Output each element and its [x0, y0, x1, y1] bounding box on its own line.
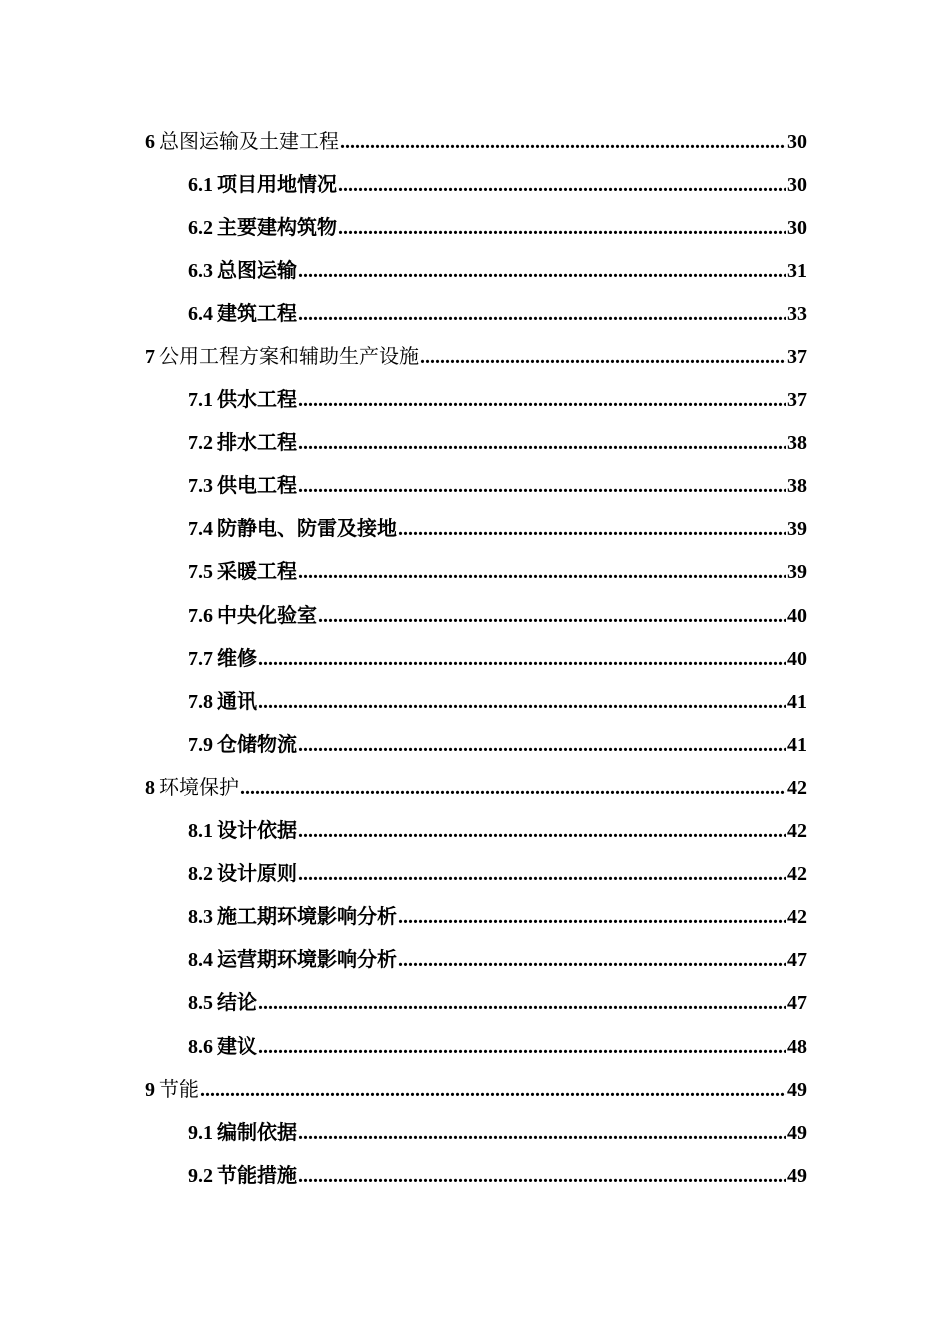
toc-entry-section[interactable]: [188, 637, 807, 680]
toc-entry-number: 7.5: [188, 561, 213, 584]
toc-entry-page: 42: [787, 863, 807, 886]
toc-entry-title: 建议: [217, 1035, 257, 1058]
toc-entry-number: 6: [145, 130, 155, 153]
toc-entry-page: 41: [787, 733, 807, 756]
table-of-contents: [0, 120, 950, 1197]
toc-entry-section[interactable]: [188, 465, 807, 508]
toc-entry-number: 9.1: [188, 1121, 213, 1144]
toc-entry-chapter[interactable]: [145, 335, 807, 378]
toc-entry-page: 49: [787, 1164, 807, 1187]
toc-entry-page: 33: [787, 302, 807, 325]
toc-entry-title: 节能: [159, 1078, 199, 1101]
toc-entry-chapter[interactable]: [145, 1068, 807, 1111]
toc-entry-page: 42: [787, 906, 807, 929]
toc-entry-section[interactable]: [188, 1111, 807, 1154]
toc-entry-page: 48: [787, 1035, 807, 1058]
toc-entry-title: 施工期环境影响分析: [217, 906, 397, 929]
toc-entry-section[interactable]: [188, 982, 807, 1025]
toc-dot-leader: [318, 604, 786, 628]
toc-entry-title: 排水工程: [217, 432, 297, 455]
toc-entry-number: 6.4: [188, 302, 213, 325]
toc-entry-section[interactable]: [188, 810, 807, 853]
toc-entry-title: 主要建构筑物: [217, 216, 337, 239]
toc-entry-title: 节能措施: [217, 1164, 297, 1187]
toc-dot-leader: [258, 647, 786, 671]
toc-entry-section[interactable]: [188, 939, 807, 982]
toc-dot-leader: [398, 948, 786, 972]
toc-entry-number: 6.1: [188, 173, 213, 196]
toc-entry-page: 38: [787, 475, 807, 498]
toc-entry-number: 7.4: [188, 518, 213, 541]
toc-entry-title: 防静电、防雷及接地: [217, 518, 397, 541]
toc-entry-section[interactable]: [188, 163, 807, 206]
toc-entry-number: 7.7: [188, 647, 213, 670]
toc-entry-number: 8.1: [188, 820, 213, 843]
toc-entry-page: 31: [787, 259, 807, 282]
toc-entry-number: 8.6: [188, 1035, 213, 1058]
toc-dot-leader: [298, 302, 786, 326]
toc-entry-number: 7.3: [188, 475, 213, 498]
toc-entry-title: 运营期环境影响分析: [217, 949, 397, 972]
toc-dot-leader: [298, 733, 786, 757]
toc-entry-section[interactable]: [188, 1154, 807, 1197]
toc-entry-section[interactable]: [188, 292, 807, 335]
toc-entry-section[interactable]: [188, 680, 807, 723]
toc-entry-title: 仓储物流: [217, 733, 297, 756]
toc-entry-page: 37: [787, 389, 807, 412]
toc-entry-section[interactable]: [188, 379, 807, 422]
toc-entry-page: 47: [787, 992, 807, 1015]
toc-entry-section[interactable]: [188, 896, 807, 939]
toc-entry-number: 8.4: [188, 949, 213, 972]
toc-dot-leader: [298, 388, 786, 412]
toc-dot-leader: [298, 431, 786, 455]
toc-entry-title: 通讯: [217, 690, 257, 713]
toc-entry-page: 39: [787, 518, 807, 541]
toc-dot-leader: [200, 1078, 786, 1102]
toc-entry-title: 结论: [217, 992, 257, 1015]
toc-entry-number: 7.6: [188, 604, 213, 627]
toc-entry-section[interactable]: [188, 1025, 807, 1068]
toc-entry-title: 设计原则: [217, 863, 297, 886]
toc-entry-page: 40: [787, 604, 807, 627]
toc-dot-leader: [338, 173, 786, 197]
toc-entry-title: 供水工程: [217, 389, 297, 412]
toc-entry-page: 47: [787, 949, 807, 972]
toc-entry-page: 30: [787, 216, 807, 239]
toc-entry-number: 7.9: [188, 733, 213, 756]
toc-entry-section[interactable]: [188, 249, 807, 292]
toc-entry-number: 6.3: [188, 259, 213, 282]
toc-dot-leader: [338, 216, 786, 240]
toc-entry-chapter[interactable]: [145, 766, 807, 809]
toc-entry-number: 7.8: [188, 690, 213, 713]
toc-dot-leader: [420, 345, 786, 369]
toc-entry-title: 维修: [217, 647, 257, 670]
toc-dot-leader: [298, 819, 786, 843]
toc-entry-title: 总图运输及土建工程: [159, 130, 339, 153]
toc-dot-leader: [240, 776, 786, 800]
toc-entry-number: 7.1: [188, 389, 213, 412]
toc-entry-title: 项目用地情况: [217, 173, 337, 196]
toc-entry-number: 8.5: [188, 992, 213, 1015]
toc-entry-section[interactable]: [188, 508, 807, 551]
toc-entry-chapter[interactable]: [145, 120, 807, 163]
toc-entry-page: 49: [787, 1121, 807, 1144]
toc-entry-page: 42: [787, 820, 807, 843]
toc-entry-number: 7: [145, 346, 155, 369]
toc-entry-page: 39: [787, 561, 807, 584]
toc-entry-number: 7.2: [188, 432, 213, 455]
toc-entry-title: 建筑工程: [217, 302, 297, 325]
toc-entry-number: 9.2: [188, 1164, 213, 1187]
toc-entry-title: 总图运输: [217, 259, 297, 282]
toc-entry-page: 49: [787, 1078, 807, 1101]
toc-entry-page: 38: [787, 432, 807, 455]
toc-entry-title: 设计依据: [217, 820, 297, 843]
toc-entry-section[interactable]: [188, 723, 807, 766]
toc-entry-section[interactable]: [188, 206, 807, 249]
toc-entry-title: 编制依据: [217, 1121, 297, 1144]
toc-entry-title: 中央化验室: [217, 604, 317, 627]
toc-dot-leader: [298, 1121, 786, 1145]
toc-dot-leader: [298, 474, 786, 498]
toc-entry-section[interactable]: [188, 422, 807, 465]
toc-dot-leader: [258, 690, 786, 714]
toc-entry-number: 8.2: [188, 863, 213, 886]
toc-entry-section[interactable]: [188, 551, 807, 594]
toc-entry-number: 6.2: [188, 216, 213, 239]
toc-dot-leader: [298, 862, 786, 886]
toc-entry-number: 8.3: [188, 906, 213, 929]
toc-entry-title: 环境保护: [159, 776, 239, 799]
toc-dot-leader: [398, 517, 786, 541]
toc-entry-number: 8: [145, 776, 155, 799]
toc-entry-page: 41: [787, 690, 807, 713]
toc-dot-leader: [398, 905, 786, 929]
toc-entry-page: 37: [787, 346, 807, 369]
toc-entry-title: 采暖工程: [217, 561, 297, 584]
toc-entry-number: 9: [145, 1078, 155, 1101]
toc-dot-leader: [298, 560, 786, 584]
toc-entry-section[interactable]: [188, 853, 807, 896]
toc-entry-section[interactable]: [188, 594, 807, 637]
toc-dot-leader: [258, 991, 786, 1015]
toc-entry-title: 供电工程: [217, 475, 297, 498]
toc-entry-page: 30: [787, 130, 807, 153]
toc-dot-leader: [298, 1164, 786, 1188]
toc-dot-leader: [258, 1035, 786, 1059]
toc-entry-page: 30: [787, 173, 807, 196]
toc-dot-leader: [298, 259, 786, 283]
toc-entry-title: 公用工程方案和辅助生产设施: [159, 346, 419, 369]
toc-entry-page: 40: [787, 647, 807, 670]
toc-dot-leader: [340, 130, 786, 154]
toc-entry-page: 42: [787, 776, 807, 799]
